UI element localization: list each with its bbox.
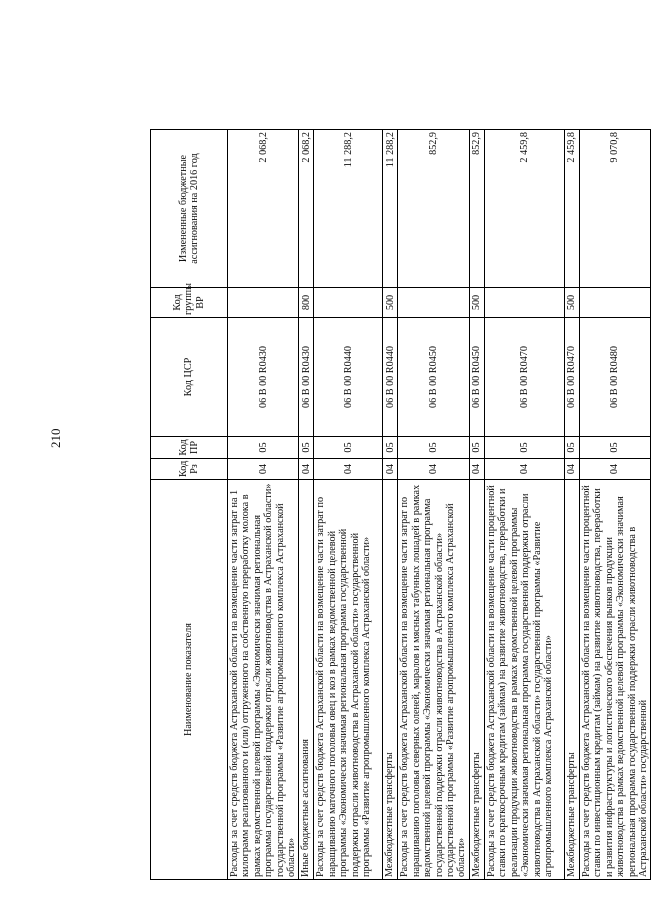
table-row — [383, 130, 398, 880]
header-amount: Измененные бюджетные ассигнования на 2016 год — [151, 130, 228, 288]
row-rz: 04 — [299, 459, 314, 480]
row-name: Межбюджетные трансферты — [383, 480, 398, 880]
row-name: Расходы за счет средств бюджета Астраханской области на возмещение части затрат на 1 килограмм реализованного и (или) отгруженного на собственную переработку молока в рамках ведомственной целевой программы «Экономически значимая региональная программа государственной поддержки отрасли животноводства в Астраханской области» государственной программы «Развитие агропромышленного комплекса Астраханской области» — [228, 480, 299, 880]
row-name: Расходы за счет средств бюджета Астраханской области на возмещение части затрат по наращиванию поголовья северных оленей, маралов и мясных табунных лошадей в рамках ведомственной целевой программы «Экономически значимая региональная программа государственной поддержки отрасли животноводства в Астраханской области» государственной программы «Развитие агропромышленного комплекса Астраханской области» — [398, 480, 469, 880]
row-rz: 04 — [383, 459, 398, 480]
row-csr: 06 В 00 R0470 — [484, 318, 564, 437]
table-row — [579, 130, 650, 880]
row-pr: 05 — [314, 437, 383, 459]
row-pr: 05 — [564, 437, 579, 459]
header-rz: Код Рз — [151, 459, 228, 480]
header-vr: Код группы ВР — [151, 288, 228, 318]
table-row — [398, 130, 469, 880]
row-csr: 06 В 00 R0450 — [469, 318, 484, 437]
row-pr: 05 — [484, 437, 564, 459]
row-rz: 04 — [579, 459, 650, 480]
table-row — [228, 130, 299, 880]
row-amount: 852,9 — [469, 130, 484, 288]
row-name: Межбюджетные трансферты — [564, 480, 579, 880]
row-pr: 05 — [228, 437, 299, 459]
rotated-page — [150, 130, 649, 880]
header-name: Наименование показателя — [151, 480, 228, 880]
row-amount: 2 068,2 — [228, 130, 299, 288]
row-vr — [228, 288, 299, 318]
row-rz: 04 — [484, 459, 564, 480]
table-row — [484, 130, 564, 880]
row-pr: 05 — [579, 437, 650, 459]
row-csr: 06 В 00 R0430 — [299, 318, 314, 437]
row-rz: 04 — [398, 459, 469, 480]
row-vr: 500 — [564, 288, 579, 318]
table-row — [469, 130, 484, 880]
row-csr: 06 В 00 R0470 — [564, 318, 579, 437]
row-vr: 500 — [469, 288, 484, 318]
row-amount: 9 070,8 — [579, 130, 650, 288]
row-csr: 06 В 00 R0440 — [383, 318, 398, 437]
row-amount: 2 459,8 — [564, 130, 579, 288]
row-vr — [314, 288, 383, 318]
table-row — [299, 130, 314, 880]
row-csr: 06 В 00 R0430 — [228, 318, 299, 437]
row-name: Межбюджетные трансферты — [469, 480, 484, 880]
header-pr: Код ПР — [151, 437, 228, 459]
header-csr: Код ЦСР — [151, 318, 228, 437]
row-rz: 04 — [228, 459, 299, 480]
budget-table — [150, 129, 651, 880]
row-pr: 05 — [469, 437, 484, 459]
row-csr: 06 В 00 R0450 — [398, 318, 469, 437]
row-amount: 2 459,8 — [484, 130, 564, 288]
row-vr — [398, 288, 469, 318]
row-name: Расходы за счет средств бюджета Астраханской области на возмещение части процентной ставки по краткосрочным кредитам (займам) на развитие животноводства, переработки и реализации продукции животноводства в рамках ведомственной целевой программы «Экономически значимая региональная программа государственной поддержки отрасли животноводства в Астраханской области» государственной программы «Развитие агропромышленного комплекса Астраханской области» — [484, 480, 564, 880]
row-amount: 11 288,2 — [314, 130, 383, 288]
row-vr: 500 — [383, 288, 398, 318]
row-pr: 05 — [299, 437, 314, 459]
row-csr: 06 В 00 R0480 — [579, 318, 650, 437]
table-header-row — [151, 130, 228, 880]
row-rz: 04 — [564, 459, 579, 480]
row-csr: 06 В 00 R0440 — [314, 318, 383, 437]
table-row — [564, 130, 579, 880]
row-rz: 04 — [469, 459, 484, 480]
row-name: Иные бюджетные ассигнования — [299, 480, 314, 880]
row-amount: 852,9 — [398, 130, 469, 288]
row-amount: 2 068,2 — [299, 130, 314, 288]
row-name: Расходы за счет средств бюджета Астраханской области на возмещение части затрат по наращиванию маточного поголовья овец и коз в рамках ведомственной целевой программы «Экономически значимая региональная программа государственной поддержки отрасли животноводства в Астраханской области» государственной программы «Развитие агропромышленного комплекса Астраханской области» — [314, 480, 383, 880]
row-vr — [579, 288, 650, 318]
row-pr: 05 — [398, 437, 469, 459]
row-amount: 11 288,2 — [383, 130, 398, 288]
row-pr: 05 — [383, 437, 398, 459]
row-vr — [484, 288, 564, 318]
row-name: Расходы за счет средств бюджета Астраханской области на возмещение части процентной ставки по инвестиционным кредитам (займам) на развитие животноводства, переработки и развития инфраструктуры и логистического обеспечения рынков продукции животноводства в рамках ведомственной целевой программы «Экономически значимая региональная программа государственной поддержки отрасли животноводства в Астраханской области» государственной — [579, 480, 650, 880]
table-row — [314, 130, 383, 880]
page-number: 210 — [48, 428, 63, 448]
row-rz: 04 — [314, 459, 383, 480]
row-vr: 800 — [299, 288, 314, 318]
